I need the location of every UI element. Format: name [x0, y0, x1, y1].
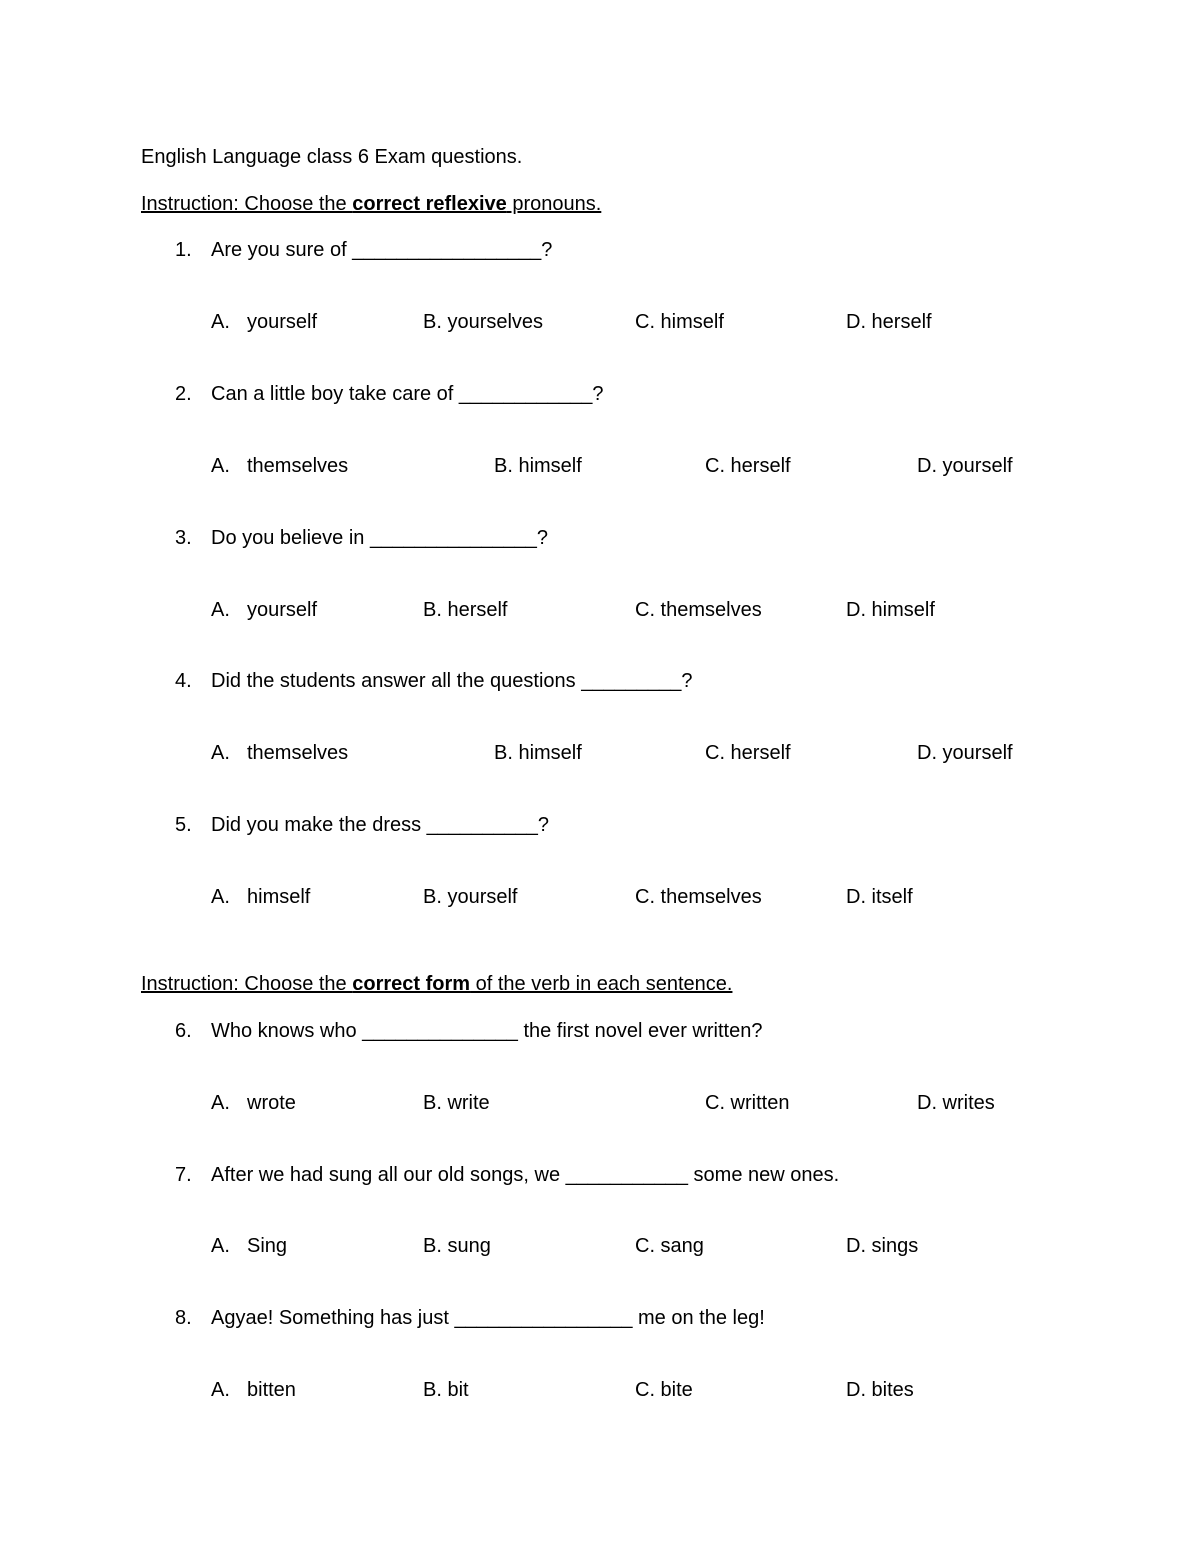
question-text: After we had sung all our old songs, we ___________ some new ones. [211, 1164, 840, 1186]
question-text: Who knows who ______________ the first novel ever written? [211, 1020, 763, 1042]
option-a [211, 454, 348, 478]
instruction-bold: correct reflexive [352, 193, 507, 215]
option-d: D. bites [846, 1379, 914, 1401]
option-a-text: bitten [247, 1379, 296, 1401]
option-a-text: himself [247, 886, 311, 908]
instruction-suffix: of the verb in each sentence. [470, 973, 733, 995]
question-text: Are you sure of _________________? [211, 239, 553, 261]
question-number: 4. [175, 670, 192, 692]
option-letter: A. [211, 455, 230, 477]
question-number: 3. [175, 527, 192, 549]
option-d: D. himself [846, 599, 935, 621]
question-number: 6. [175, 1020, 192, 1042]
option-c: C. themselves [635, 886, 762, 908]
option-a-text: Sing [247, 1235, 288, 1257]
option-c: C. herself [705, 455, 791, 477]
instruction-prefix: Instruction: Choose the [141, 193, 353, 215]
option-b: B. sung [423, 1235, 491, 1257]
option-a [211, 1234, 287, 1258]
option-b: B. write [423, 1092, 490, 1114]
option-a-text: themselves [247, 455, 349, 477]
instruction-verb-form [141, 972, 732, 996]
option-b: B. yourselves [423, 311, 544, 333]
question-text: Can a little boy take care of ____________? [211, 383, 604, 405]
question-number: 8. [175, 1307, 192, 1329]
option-letter: A. [211, 886, 230, 908]
option-d: D. itself [846, 886, 913, 908]
instruction-bold: correct form [352, 973, 471, 995]
page-title: English Language class 6 Exam questions. [141, 146, 523, 168]
option-letter: A. [211, 742, 230, 764]
question-number: 5. [175, 814, 192, 836]
option-b: B. bit [423, 1379, 469, 1401]
option-a [211, 1378, 296, 1402]
option-d: D. yourself [917, 455, 1013, 477]
question-text: Did you make the dress __________? [211, 814, 550, 836]
option-letter: A. [211, 1379, 230, 1401]
question-text: Agyae! Something has just ________________ me on the leg! [211, 1307, 765, 1329]
option-a [211, 310, 317, 334]
option-d: D. yourself [917, 742, 1013, 764]
option-a [211, 741, 348, 765]
question-number: 1. [175, 239, 192, 261]
option-a-text: wrote [247, 1092, 296, 1114]
option-c: C. sang [635, 1235, 704, 1257]
option-a-text: yourself [247, 599, 318, 621]
instruction-reflexive [141, 192, 601, 216]
option-a-text: yourself [247, 311, 318, 333]
instruction-prefix: Instruction: Choose the [141, 973, 353, 995]
option-c: C. bite [635, 1379, 693, 1401]
option-b: B. himself [494, 455, 582, 477]
option-c: C. written [705, 1092, 790, 1114]
option-letter: A. [211, 1235, 230, 1257]
option-c: C. herself [705, 742, 791, 764]
option-letter: A. [211, 311, 230, 333]
option-a [211, 1091, 296, 1115]
option-d: D. sings [846, 1235, 919, 1257]
question-text: Did the students answer all the questions _________? [211, 670, 693, 692]
option-b: B. yourself [423, 886, 518, 908]
option-d: D. writes [917, 1092, 995, 1114]
option-letter: A. [211, 599, 230, 621]
option-letter: A. [211, 1092, 230, 1114]
option-a [211, 885, 310, 909]
option-a [211, 598, 317, 622]
question-number: 2. [175, 383, 192, 405]
option-d: D. herself [846, 311, 932, 333]
option-a-text: themselves [247, 742, 349, 764]
question-text: Do you believe in _______________? [211, 527, 548, 549]
option-b: B. herself [423, 599, 508, 621]
option-c: C. themselves [635, 599, 762, 621]
instruction-suffix: pronouns. [506, 193, 602, 215]
question-number: 7. [175, 1164, 192, 1186]
option-c: C. himself [635, 311, 724, 333]
option-b: B. himself [494, 742, 582, 764]
